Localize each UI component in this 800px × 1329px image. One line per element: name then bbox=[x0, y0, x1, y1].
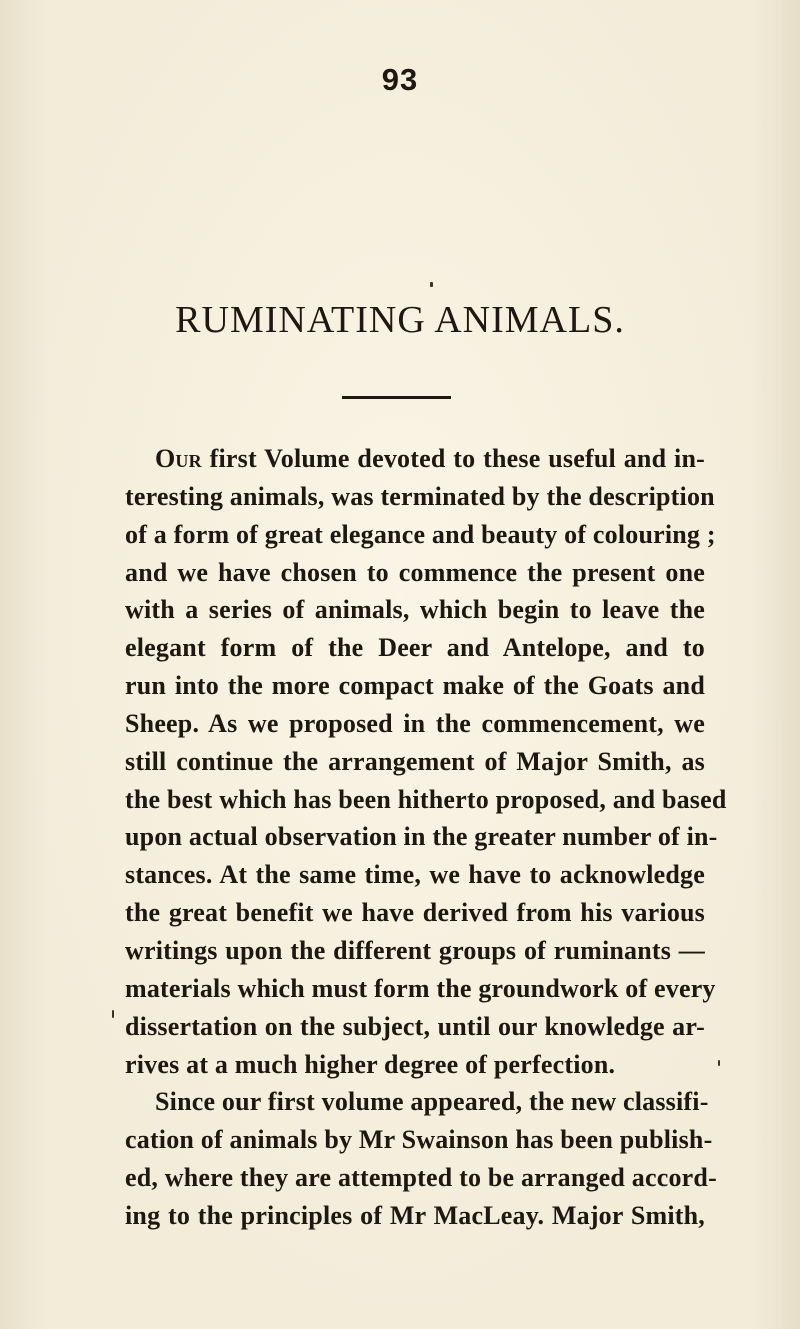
text-line: Sheep. As we proposed in the commencement, we bbox=[125, 708, 705, 738]
text-line: the best which has been hitherto proposed, and based bbox=[125, 784, 727, 814]
text-line: writings upon the different groups of ruminants — bbox=[125, 935, 705, 965]
opening-word: Our bbox=[155, 444, 202, 473]
text-line: dissertation on the subject, until our knowledge ar- bbox=[125, 1011, 705, 1041]
text-line bbox=[125, 440, 705, 478]
ink-speck bbox=[112, 1010, 114, 1018]
text-line: elegant form of the Deer and Antelope, and to bbox=[125, 633, 705, 663]
text-line: cation of animals by Mr Swainson has been publish- bbox=[125, 1125, 713, 1155]
body-text bbox=[125, 440, 727, 1235]
text-line: stances. At the same time, we have to acknowledge bbox=[125, 860, 705, 890]
chapter-title: RUMINATING ANIMALS. bbox=[175, 299, 625, 341]
title-divider-rule bbox=[342, 396, 451, 399]
ink-speck bbox=[430, 282, 433, 287]
text-line: materials which must form the groundwork of every bbox=[125, 973, 716, 1003]
text-line: ed, where they are attempted to be arranged accord- bbox=[125, 1163, 717, 1193]
text-line: Since our first volume appeared, the new classifi- bbox=[155, 1087, 709, 1117]
text-line: with a series of animals, which begin to leave the bbox=[125, 595, 705, 625]
text-line: rives at a much higher degree of perfection. bbox=[125, 1049, 616, 1079]
text-line: still continue the arrangement of Major Smith, as bbox=[125, 746, 705, 776]
text-line-rest: first Volume devoted to these useful and in- bbox=[201, 444, 705, 473]
text-line: ing to the principles of Mr MacLeay. Major Smith, bbox=[125, 1200, 705, 1230]
text-line: and we have chosen to commence the present one bbox=[125, 557, 705, 587]
ink-speck bbox=[718, 1060, 720, 1066]
text-line: the great benefit we have derived from his various bbox=[125, 898, 705, 928]
text-line: of a form of great elegance and beauty of colouring ; bbox=[125, 519, 716, 549]
text-line: upon actual observation in the greater number of in- bbox=[125, 822, 718, 852]
page-number: 93 bbox=[381, 62, 419, 97]
text-line: run into the more compact make of the Goats and bbox=[125, 671, 705, 701]
text-line: teresting animals, was terminated by the description bbox=[125, 481, 715, 511]
